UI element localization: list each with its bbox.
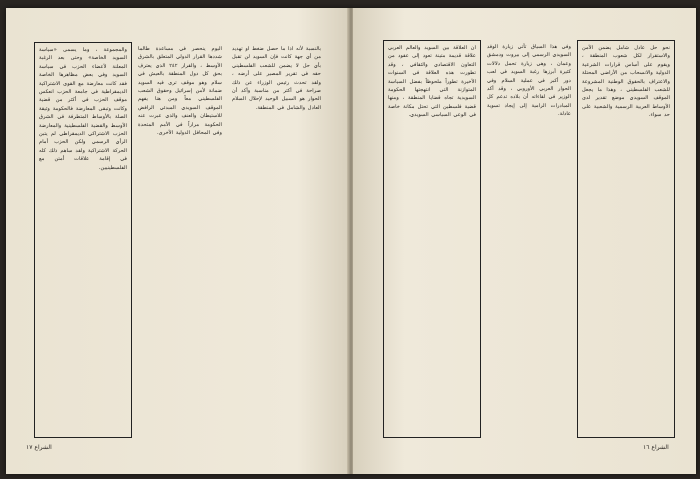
- left-column-1: [34, 42, 132, 438]
- right-folio: الشراع ١٦: [643, 444, 669, 451]
- right-column-1-text: ان العلاقة بين السويد والعالم العربي علاقة قديمة متينة تعود إلى عقود من التعاون الاقتصادي والثقافي ، وقد تطورت هذه العلاقة في السنوات الأخيرة تطوراً ملحوظاً بفضل السياسة المتوازنة التي انتهجتها الحكومة السويدية تجاه قضايا المنطقة ، ومنها قضية فلسطين التي تحتل مكانة خاصة في الوعي السياسي السويدي.: [385, 45, 476, 119]
- left-page: [6, 8, 349, 474]
- right-column-3: [577, 40, 675, 438]
- left-folio: الشراع ١٧: [26, 444, 52, 451]
- left-column-3-text: بالنسبة لأنه اذا ما حصل ضغط او تهديد من أي جهة كانت فإن السويد لن تقبل بأي حل لا يضمن للشعب الفلسطيني حقه في تقرير المصير على أرضه ، ولقد تحدث رئيس الوزراء عن ذلك صراحة في أكثر من مناسبة وأكد أن الحوار هو السبيل الوحيد لإحلال السلام العادل والشامل في المنطقة.: [229, 46, 321, 111]
- right-column-1: [383, 40, 481, 438]
- magazine-spread: [6, 8, 696, 474]
- left-column-2: [134, 42, 226, 438]
- right-column-3-text: نحو حل عادل شامل يضمن الأمن والاستقرار لكل شعوب المنطقة ، ويقوم على أساس قرارات الشرعية الدولية والانسحاب من الأراضي المحتلة والاعتراف بالحقوق الوطنية المشروعة للشعب الفلسطيني ، وهذا ما يجعل الموقف السويدي موضع تقدير لدى الأوساط العربية الرسمية والشعبية على حد سواء.: [579, 45, 670, 119]
- right-page: [353, 8, 696, 474]
- left-column-3: [228, 42, 325, 438]
- right-column-2: [483, 40, 575, 438]
- right-column-2-text: وفي هذا السياق تأتي زيارة الوفد السويدي الرسمي إلى بيروت ودمشق وعمان ، وهي زيارة تحمل دلالات كثيرة أبرزها رغبة السويد في لعب دور أكبر في عملية السلام وفي الحوار العربي الأوروبي ، وقد أكد الوزير في لقاءاته أن بلاده تدعم كل المبادرات الرامية إلى إيجاد تسوية عادلة.: [484, 44, 571, 118]
- left-column-1-text: والمجموعة ، وما يسمى «سياسة السويد الخاصة» وحتى بعد الرغبة المعلنة لأعضاء الحزب في سياسة السويد وفي بعض مظاهرها الخاصة فقد كانت معارضة مع القوى الاشتراكية الديمقراطية في جامعة الحزب انعكس موقف الحزب في أكثر من قضية وكانت وتبقى المعارضة فالحكومة وثيقة الصلة بالأوساط المتطرفة في الشرق الأوسط والقضية الفلسطينية والمعارضة الحزب الاشتراكي الديمقراطي لم يتبن الرأي الرسمي ولكن الحزب أمام الحركة الاشتراكية ولقد ساهم ذلك كله في إقامة علاقات أمتن مع الفلسطينيين.: [36, 47, 127, 171]
- left-column-2-text: اليوم ينحصر في مساعدة طالما شددها القرار الدولي المتعلق بالشرق الأوسط ، والقرار ٢٤٢ الذي يعترف بحق كل دول المنطقة بالعيش في سلام وهو موقف ترى فيه السويد ضمانة لأمن إسرائيل وحقوق الشعب الفلسطيني معاً ومن هنا يفهم الموقف السويدي المبدئي الرافض للاستيطان والعنف والذي عبرت عنه الحكومة مراراً في الأمم المتحدة وفي المحافل الدولية الأخرى.: [135, 46, 222, 137]
